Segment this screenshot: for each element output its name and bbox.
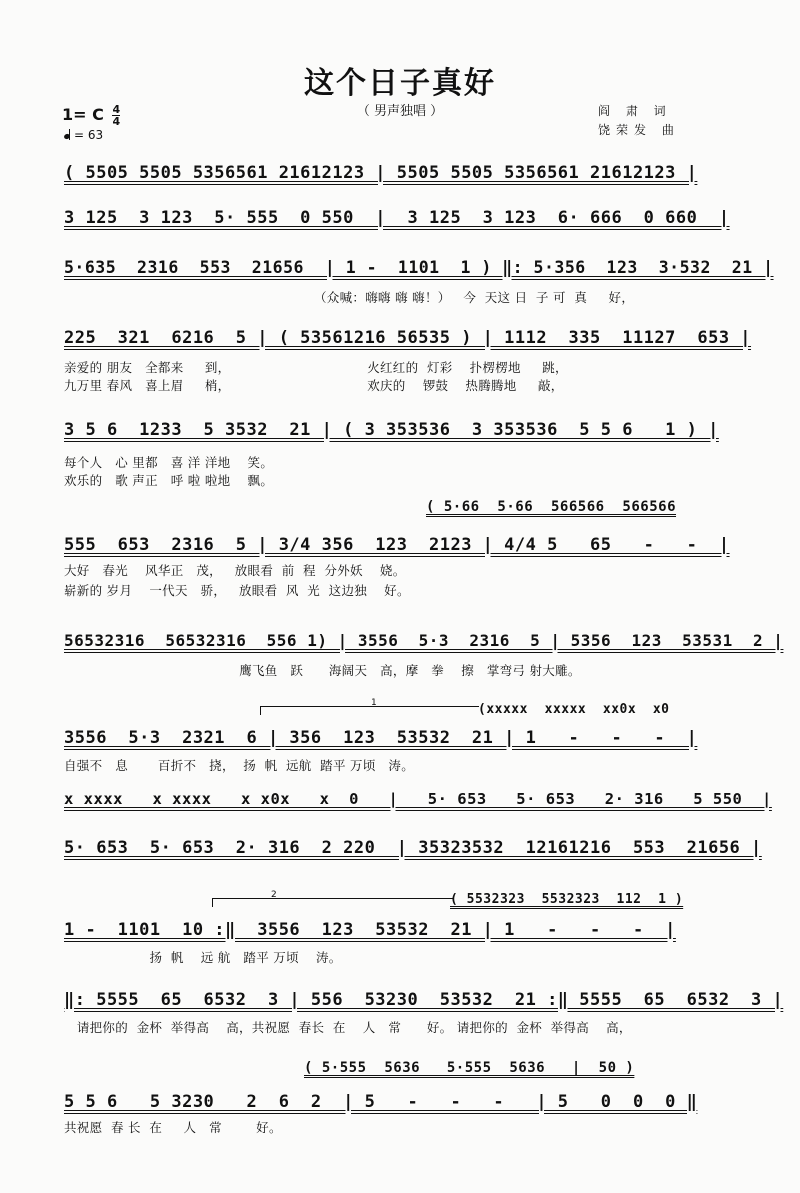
notation-line: 3556 5·3 2321 6 | 356 123 53532 21 | 1 - - - | [64,728,698,748]
lyric-line-2: 欢乐的 歌 声正 呼 啦 啦地 飘。 [64,473,274,488]
notation-line: ( 5505 5505 5356561 21612123 | 5505 5505 5356561 21612123 | [64,163,698,183]
accompaniment-line: ( 5532323 5532323 112 1 ) [450,892,684,907]
notation-line: 3 125 3 123 5· 555 0 550 | 3 125 3 123 6· 666 0 660 | [64,208,730,228]
lyric-line-1: 鹰飞鱼 跃 海阔天 高，摩 拳 擦 掌弯弓 射大雕。 [64,663,581,678]
notation-line: 5· 653 5· 653 2· 316 2 220 | 35323532 12161216 553 21656 | [64,838,762,858]
notation-line: 5 5 6 5 3230 2 6 2 | 5 - - - | 5 0 0 0 ‖ [64,1092,698,1112]
notation-line: 3 5 6 1233 5 3532 21 | ( 3 353536 3 353536 5 5 6 1 ) | [64,420,719,440]
lyric-line-1: 请把你的 金杯 举得高 高，共祝愿 春长 在 人 常 好。 请把你的 金杯 举得高 高， [64,1020,632,1035]
time-denominator: 4 [112,115,121,128]
lyric-line-2: 九万里 春风 喜上眉 梢， 欢庆的 锣鼓 热腾腾地 敲， [64,378,564,393]
accompaniment-line: ( 5·66 5·66 566566 566566 [426,499,677,515]
ending-bracket-2: 2 [212,898,453,907]
notation-line: 56532316 56532316 556 1) | 3556 5·3 2316 5 | 5356 123 53531 2 | [64,631,784,650]
lyricist-credit: 阎 肃 词 [598,104,672,118]
time-signature [112,104,120,127]
lyric-line-1: 扬 帆 远 航 踏平 万顷 涛。 [64,950,342,965]
lyric-line-1: 大好 春光 风华正 茂， 放眼看 前 程 分外妖 娆。 [64,563,406,578]
lyric-line-1: 共祝愿 春 长 在 人 常 好。 [64,1120,282,1135]
tempo-value: = 63 [74,128,104,142]
ending-bracket-1: 1 [260,706,479,715]
composer-credit: 饶荣发 曲 [598,123,680,137]
notation-line: 1 - 1101 10 :‖ 3556 123 53532 21 | 1 - - - | [64,920,676,940]
notation-line: 225 321 6216 5 | ( 53561216 56535 ) | 1112 335 11127 653 | [64,328,752,348]
lyric-line-1: 自强不 息 百折不 挠， 扬 帆 远航 踏平 万顷 涛。 [64,758,415,773]
notation-line: 5·635 2316 553 21656 | 1 - 1101 1 ) ‖: 5·356 123 3·532 21 | [64,258,774,277]
notation-line: ‖: 5555 65 6532 3 | 556 53230 53532 21 :‖ 5555 65 6532 3 | [64,990,784,1010]
performance-note: （ 男声独唱 ） [356,104,444,119]
accompaniment-line: (xxxxx xxxxx xx0x x0 [478,702,670,717]
accompaniment-line: ( 5·555 5636 5·555 5636 | 50 ) [304,1060,635,1076]
tempo-marking [64,128,103,142]
lyric-line-1: （众喊：嗨嗨 嗨 嗨！） 今 天这 日 子 可 真 好， [314,290,635,305]
song-title: 这个日子真好 [304,66,496,101]
lyric-line-1: 亲爱的 朋友 全都来 到， 火红红的 灯彩 扑楞楞地 跳， [64,360,568,375]
key-signature [62,104,120,127]
key-label: 1= C [62,105,104,124]
lyric-line-2: 崭新的 岁月 一代天 骄， 放眼看 风 光 这边独 好。 [64,583,410,598]
notation-line: 555 653 2316 5 | 3/4 356 123 2123 | 4/4 5 65 - - | [64,535,730,555]
lyric-line-1: 每个人 心 里都 喜 洋 洋地 笑。 [64,455,274,470]
notation-line: x xxxx x xxxx x x0x x 0 | 5· 653 5· 653 2· 316 5 550 | [64,790,772,808]
time-numerator: 4 [112,103,121,116]
